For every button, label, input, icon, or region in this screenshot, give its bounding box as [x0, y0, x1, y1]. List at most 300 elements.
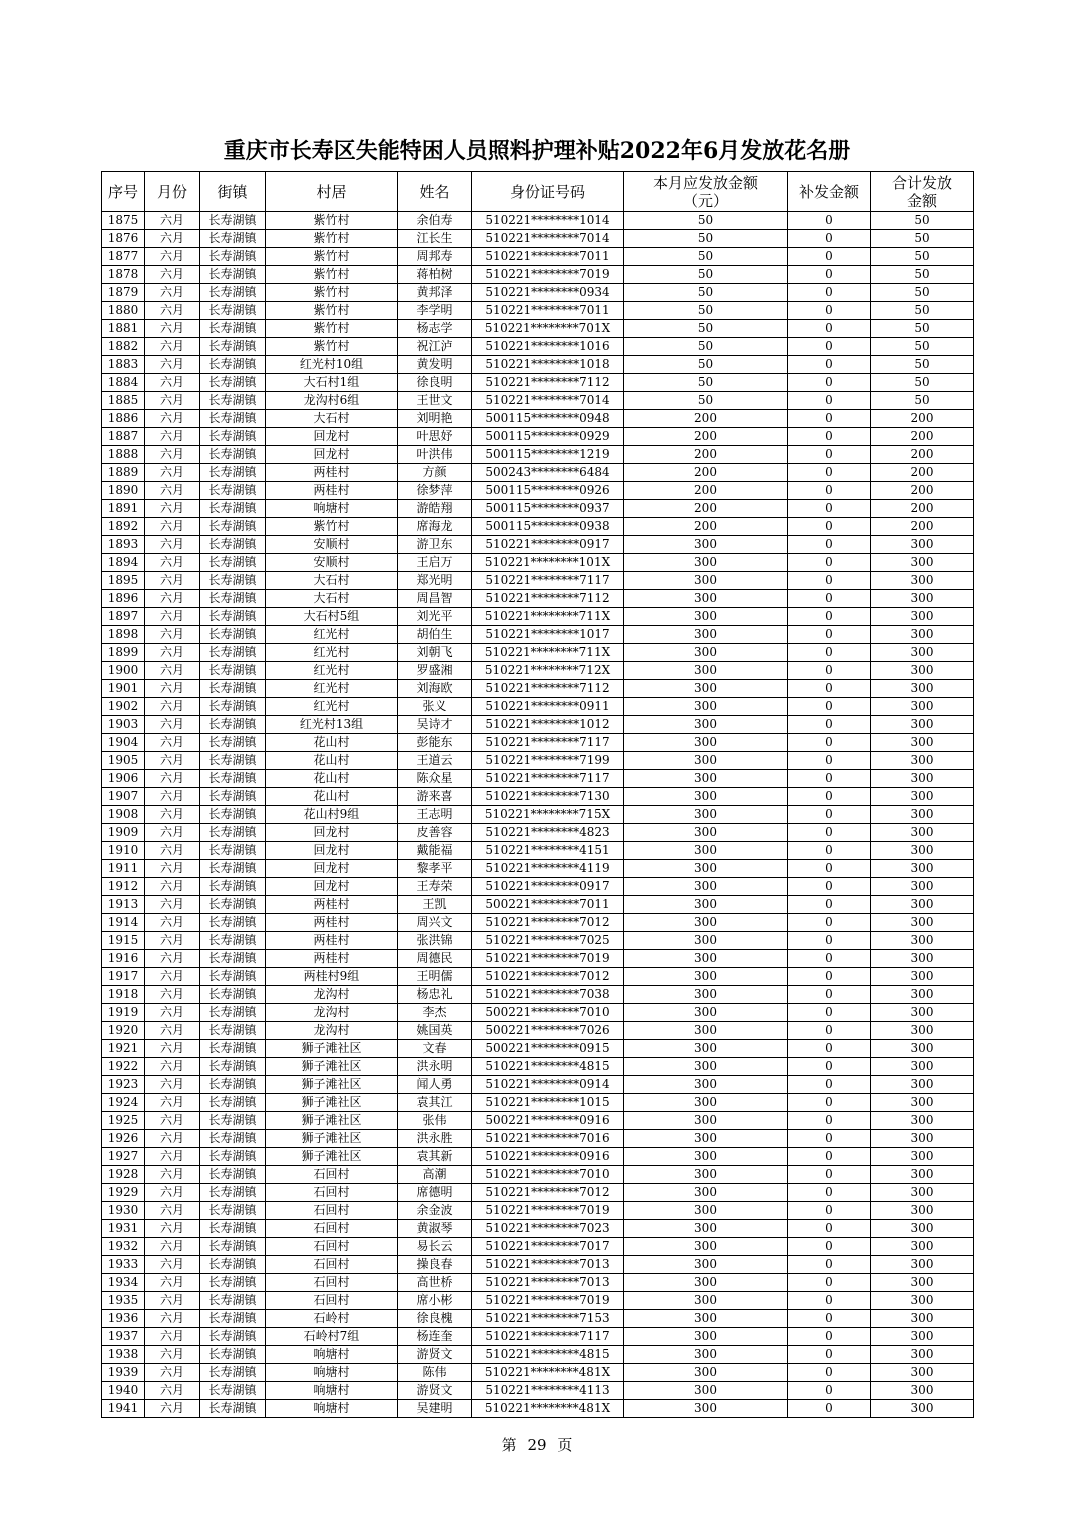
cell-due: 300 [624, 608, 788, 626]
cell-total: 300 [871, 716, 974, 734]
cell-extra: 0 [788, 266, 871, 284]
cell-extra: 0 [788, 752, 871, 770]
cell-extra: 0 [788, 1274, 871, 1292]
table-row [102, 356, 974, 374]
cell-town: 长寿湖镇 [200, 464, 266, 482]
cell-id: 510221********7013 [472, 1274, 624, 1292]
cell-name: 胡伯生 [398, 626, 472, 644]
cell-id: 510221********0917 [472, 536, 624, 554]
cell-name: 陈伟 [398, 1364, 472, 1382]
cell-month: 六月 [145, 284, 200, 302]
cell-town: 长寿湖镇 [200, 230, 266, 248]
cell-seq: 1913 [102, 896, 145, 914]
cell-id: 510221********7014 [472, 392, 624, 410]
cell-village: 花山村 [266, 788, 398, 806]
cell-name: 周兴文 [398, 914, 472, 932]
cell-id: 510221********7025 [472, 932, 624, 950]
cell-month: 六月 [145, 626, 200, 644]
cell-name: 刘朝飞 [398, 644, 472, 662]
cell-id: 510221********7012 [472, 1184, 624, 1202]
cell-due: 50 [624, 248, 788, 266]
cell-due: 50 [624, 212, 788, 230]
cell-name: 李学明 [398, 302, 472, 320]
cell-id: 510221********7117 [472, 770, 624, 788]
cell-name: 席小彬 [398, 1292, 472, 1310]
cell-id: 510221********7017 [472, 1238, 624, 1256]
cell-extra: 0 [788, 1364, 871, 1382]
cell-town: 长寿湖镇 [200, 1022, 266, 1040]
cell-total: 300 [871, 1202, 974, 1220]
cell-due: 50 [624, 338, 788, 356]
cell-town: 长寿湖镇 [200, 1220, 266, 1238]
cell-seq: 1932 [102, 1238, 145, 1256]
cell-extra: 0 [788, 626, 871, 644]
cell-month: 六月 [145, 770, 200, 788]
cell-town: 长寿湖镇 [200, 878, 266, 896]
cell-due: 300 [624, 1328, 788, 1346]
cell-id: 510221********7112 [472, 680, 624, 698]
cell-name: 黎孝平 [398, 860, 472, 878]
cell-total: 50 [871, 230, 974, 248]
cell-seq: 1886 [102, 410, 145, 428]
cell-total: 300 [871, 1220, 974, 1238]
cell-name: 周德民 [398, 950, 472, 968]
cell-name: 余伯寿 [398, 212, 472, 230]
cell-id: 500115********0938 [472, 518, 624, 536]
cell-village: 紫竹村 [266, 338, 398, 356]
cell-due: 300 [624, 1292, 788, 1310]
cell-seq: 1924 [102, 1094, 145, 1112]
cell-village: 龙沟村 [266, 1004, 398, 1022]
cell-village: 响塘村 [266, 1346, 398, 1364]
cell-total: 300 [871, 1112, 974, 1130]
cell-id: 510221********4815 [472, 1058, 624, 1076]
table-row [102, 1238, 974, 1256]
table-row [102, 878, 974, 896]
cell-village: 大石村 [266, 410, 398, 428]
table-row [102, 752, 974, 770]
table-row [102, 950, 974, 968]
cell-month: 六月 [145, 590, 200, 608]
page-footer [0, 1434, 1074, 1455]
cell-id: 510221********7014 [472, 230, 624, 248]
cell-total: 50 [871, 320, 974, 338]
cell-month: 六月 [145, 1220, 200, 1238]
cell-month: 六月 [145, 1022, 200, 1040]
cell-name: 袁其江 [398, 1094, 472, 1112]
cell-due: 50 [624, 392, 788, 410]
cell-village: 红光村 [266, 698, 398, 716]
cell-extra: 0 [788, 1022, 871, 1040]
cell-total: 50 [871, 248, 974, 266]
cell-seq: 1928 [102, 1166, 145, 1184]
cell-seq: 1926 [102, 1130, 145, 1148]
table-row [102, 1022, 974, 1040]
cell-name: 祝江泸 [398, 338, 472, 356]
cell-name: 徐良槐 [398, 1310, 472, 1328]
cell-name: 戴能福 [398, 842, 472, 860]
cell-extra: 0 [788, 1400, 871, 1418]
cell-month: 六月 [145, 230, 200, 248]
cell-seq: 1925 [102, 1112, 145, 1130]
cell-id: 510221********7117 [472, 734, 624, 752]
cell-town: 长寿湖镇 [200, 1040, 266, 1058]
header-id: 身份证号码 [472, 172, 624, 212]
cell-name: 叶洪伟 [398, 446, 472, 464]
cell-month: 六月 [145, 464, 200, 482]
table-row [102, 1184, 974, 1202]
cell-due: 300 [624, 1400, 788, 1418]
cell-extra: 0 [788, 716, 871, 734]
cell-id: 510221********1012 [472, 716, 624, 734]
cell-month: 六月 [145, 500, 200, 518]
cell-due: 300 [624, 698, 788, 716]
cell-month: 六月 [145, 338, 200, 356]
table-row [102, 482, 974, 500]
header-total: 合计发放金额 [871, 172, 974, 212]
cell-month: 六月 [145, 1166, 200, 1184]
cell-id: 500243********6484 [472, 464, 624, 482]
cell-seq: 1934 [102, 1274, 145, 1292]
cell-name: 周邦寿 [398, 248, 472, 266]
cell-town: 长寿湖镇 [200, 446, 266, 464]
cell-total: 300 [871, 590, 974, 608]
cell-id: 510221********7199 [472, 752, 624, 770]
cell-total: 300 [871, 698, 974, 716]
cell-month: 六月 [145, 1256, 200, 1274]
table-row [102, 1400, 974, 1418]
cell-name: 高世桥 [398, 1274, 472, 1292]
cell-id: 510221********7117 [472, 1328, 624, 1346]
table-row [102, 1328, 974, 1346]
cell-total: 300 [871, 770, 974, 788]
cell-town: 长寿湖镇 [200, 824, 266, 842]
cell-due: 300 [624, 1310, 788, 1328]
cell-name: 王寿荣 [398, 878, 472, 896]
cell-seq: 1923 [102, 1076, 145, 1094]
cell-town: 长寿湖镇 [200, 212, 266, 230]
cell-due: 300 [624, 716, 788, 734]
cell-total: 200 [871, 464, 974, 482]
cell-due: 300 [624, 554, 788, 572]
cell-due: 200 [624, 446, 788, 464]
cell-village: 紫竹村 [266, 212, 398, 230]
cell-due: 200 [624, 464, 788, 482]
cell-extra: 0 [788, 1346, 871, 1364]
table-row [102, 824, 974, 842]
cell-seq: 1892 [102, 518, 145, 536]
table-row [102, 770, 974, 788]
cell-name: 王启万 [398, 554, 472, 572]
cell-town: 长寿湖镇 [200, 1382, 266, 1400]
cell-village: 两桂村 [266, 914, 398, 932]
cell-total: 50 [871, 356, 974, 374]
cell-total: 50 [871, 266, 974, 284]
cell-village: 响塘村 [266, 500, 398, 518]
cell-id: 500221********0915 [472, 1040, 624, 1058]
cell-name: 吴诗才 [398, 716, 472, 734]
cell-month: 六月 [145, 302, 200, 320]
cell-month: 六月 [145, 320, 200, 338]
cell-seq: 1920 [102, 1022, 145, 1040]
cell-seq: 1879 [102, 284, 145, 302]
cell-id: 510221********711X [472, 608, 624, 626]
cell-town: 长寿湖镇 [200, 752, 266, 770]
cell-town: 长寿湖镇 [200, 338, 266, 356]
cell-name: 刘明艳 [398, 410, 472, 428]
cell-village: 花山村 [266, 770, 398, 788]
cell-id: 510221********715X [472, 806, 624, 824]
cell-seq: 1881 [102, 320, 145, 338]
cell-name: 闻人勇 [398, 1076, 472, 1094]
cell-town: 长寿湖镇 [200, 1130, 266, 1148]
cell-id: 510221********1015 [472, 1094, 624, 1112]
cell-total: 300 [871, 1166, 974, 1184]
cell-extra: 0 [788, 1094, 871, 1112]
cell-month: 六月 [145, 734, 200, 752]
cell-village: 回龙村 [266, 842, 398, 860]
cell-village: 石回村 [266, 1274, 398, 1292]
cell-seq: 1893 [102, 536, 145, 554]
cell-month: 六月 [145, 896, 200, 914]
cell-extra: 0 [788, 590, 871, 608]
cell-id: 510221********1017 [472, 626, 624, 644]
table-row [102, 734, 974, 752]
cell-village: 两桂村 [266, 482, 398, 500]
cell-month: 六月 [145, 482, 200, 500]
cell-town: 长寿湖镇 [200, 1400, 266, 1418]
cell-town: 长寿湖镇 [200, 680, 266, 698]
cell-seq: 1875 [102, 212, 145, 230]
cell-month: 六月 [145, 1238, 200, 1256]
cell-total: 300 [871, 1004, 974, 1022]
cell-village: 紫竹村 [266, 266, 398, 284]
cell-id: 510221********7012 [472, 914, 624, 932]
cell-village: 大石村1组 [266, 374, 398, 392]
cell-name: 易长云 [398, 1238, 472, 1256]
cell-extra: 0 [788, 932, 871, 950]
cell-town: 长寿湖镇 [200, 590, 266, 608]
cell-month: 六月 [145, 680, 200, 698]
cell-town: 长寿湖镇 [200, 1328, 266, 1346]
cell-month: 六月 [145, 1076, 200, 1094]
table-row [102, 986, 974, 1004]
cell-town: 长寿湖镇 [200, 608, 266, 626]
cell-town: 长寿湖镇 [200, 302, 266, 320]
cell-total: 50 [871, 284, 974, 302]
cell-village: 紫竹村 [266, 320, 398, 338]
cell-month: 六月 [145, 1148, 200, 1166]
table-row [102, 536, 974, 554]
table-row [102, 500, 974, 518]
header-due: 本月应发放金额（元） [624, 172, 788, 212]
cell-extra: 0 [788, 662, 871, 680]
cell-total: 300 [871, 1274, 974, 1292]
cell-name: 杨连奎 [398, 1328, 472, 1346]
cell-id: 510221********1016 [472, 338, 624, 356]
cell-seq: 1887 [102, 428, 145, 446]
table-row [102, 320, 974, 338]
cell-id: 510221********0911 [472, 698, 624, 716]
cell-town: 长寿湖镇 [200, 536, 266, 554]
cell-extra: 0 [788, 878, 871, 896]
cell-month: 六月 [145, 518, 200, 536]
cell-extra: 0 [788, 428, 871, 446]
cell-village: 石回村 [266, 1292, 398, 1310]
cell-name: 洪永明 [398, 1058, 472, 1076]
cell-extra: 0 [788, 734, 871, 752]
cell-id: 510221********4823 [472, 824, 624, 842]
cell-town: 长寿湖镇 [200, 518, 266, 536]
table-row [102, 212, 974, 230]
cell-month: 六月 [145, 698, 200, 716]
cell-town: 长寿湖镇 [200, 968, 266, 986]
cell-seq: 1906 [102, 770, 145, 788]
table-row [102, 860, 974, 878]
cell-town: 长寿湖镇 [200, 284, 266, 302]
cell-due: 300 [624, 824, 788, 842]
cell-village: 花山村9组 [266, 806, 398, 824]
cell-village: 龙沟村6组 [266, 392, 398, 410]
cell-due: 300 [624, 734, 788, 752]
cell-town: 长寿湖镇 [200, 356, 266, 374]
cell-seq: 1902 [102, 698, 145, 716]
cell-seq: 1927 [102, 1148, 145, 1166]
cell-extra: 0 [788, 572, 871, 590]
cell-month: 六月 [145, 1202, 200, 1220]
cell-town: 长寿湖镇 [200, 248, 266, 266]
header-extra: 补发金额 [788, 172, 871, 212]
cell-due: 300 [624, 1058, 788, 1076]
cell-due: 300 [624, 752, 788, 770]
cell-name: 黄发明 [398, 356, 472, 374]
cell-village: 石岭村 [266, 1310, 398, 1328]
cell-town: 长寿湖镇 [200, 572, 266, 590]
cell-seq: 1922 [102, 1058, 145, 1076]
cell-seq: 1911 [102, 860, 145, 878]
cell-due: 300 [624, 1256, 788, 1274]
cell-month: 六月 [145, 806, 200, 824]
cell-id: 510221********7019 [472, 1292, 624, 1310]
cell-due: 300 [624, 1220, 788, 1238]
roster-table [101, 171, 974, 1418]
page-number: 29 [527, 1436, 547, 1454]
cell-seq: 1935 [102, 1292, 145, 1310]
table-row [102, 608, 974, 626]
cell-month: 六月 [145, 1346, 200, 1364]
cell-town: 长寿湖镇 [200, 932, 266, 950]
table-row [102, 1094, 974, 1112]
cell-due: 50 [624, 230, 788, 248]
cell-seq: 1904 [102, 734, 145, 752]
cell-total: 300 [871, 968, 974, 986]
cell-town: 长寿湖镇 [200, 266, 266, 284]
cell-total: 200 [871, 446, 974, 464]
cell-total: 50 [871, 302, 974, 320]
cell-id: 510221********7130 [472, 788, 624, 806]
cell-extra: 0 [788, 644, 871, 662]
cell-due: 300 [624, 644, 788, 662]
cell-due: 300 [624, 770, 788, 788]
cell-village: 石回村 [266, 1256, 398, 1274]
cell-village: 两桂村 [266, 896, 398, 914]
table-row [102, 1256, 974, 1274]
cell-due: 300 [624, 1184, 788, 1202]
table-row [102, 788, 974, 806]
cell-name: 江长生 [398, 230, 472, 248]
cell-due: 200 [624, 482, 788, 500]
cell-extra: 0 [788, 248, 871, 266]
cell-due: 300 [624, 1382, 788, 1400]
cell-seq: 1905 [102, 752, 145, 770]
cell-due: 300 [624, 1238, 788, 1256]
cell-total: 200 [871, 482, 974, 500]
cell-due: 300 [624, 1148, 788, 1166]
cell-town: 长寿湖镇 [200, 1274, 266, 1292]
cell-total: 300 [871, 608, 974, 626]
cell-town: 长寿湖镇 [200, 1112, 266, 1130]
header-town: 街镇 [200, 172, 266, 212]
cell-month: 六月 [145, 968, 200, 986]
cell-name: 刘海欧 [398, 680, 472, 698]
cell-town: 长寿湖镇 [200, 842, 266, 860]
table-row [102, 806, 974, 824]
cell-extra: 0 [788, 608, 871, 626]
cell-village: 红光村 [266, 680, 398, 698]
cell-extra: 0 [788, 482, 871, 500]
cell-total: 300 [871, 1292, 974, 1310]
cell-total: 50 [871, 374, 974, 392]
cell-town: 长寿湖镇 [200, 626, 266, 644]
cell-month: 六月 [145, 860, 200, 878]
table-row [102, 1004, 974, 1022]
cell-seq: 1891 [102, 500, 145, 518]
cell-total: 300 [871, 554, 974, 572]
cell-village: 石回村 [266, 1166, 398, 1184]
cell-total: 300 [871, 1346, 974, 1364]
cell-village: 狮子滩社区 [266, 1076, 398, 1094]
cell-village: 石回村 [266, 1238, 398, 1256]
cell-due: 300 [624, 878, 788, 896]
cell-name: 余金波 [398, 1202, 472, 1220]
table-row [102, 1148, 974, 1166]
cell-extra: 0 [788, 1166, 871, 1184]
cell-due: 300 [624, 1346, 788, 1364]
cell-month: 六月 [145, 986, 200, 1004]
cell-town: 长寿湖镇 [200, 716, 266, 734]
cell-seq: 1900 [102, 662, 145, 680]
cell-village: 石岭村7组 [266, 1328, 398, 1346]
cell-village: 狮子滩社区 [266, 1040, 398, 1058]
cell-total: 300 [871, 896, 974, 914]
cell-town: 长寿湖镇 [200, 482, 266, 500]
cell-extra: 0 [788, 1058, 871, 1076]
cell-total: 300 [871, 1364, 974, 1382]
cell-extra: 0 [788, 1004, 871, 1022]
cell-total: 300 [871, 1310, 974, 1328]
table-row [102, 1364, 974, 1382]
cell-due: 300 [624, 968, 788, 986]
cell-month: 六月 [145, 1112, 200, 1130]
cell-month: 六月 [145, 914, 200, 932]
cell-month: 六月 [145, 428, 200, 446]
cell-month: 六月 [145, 212, 200, 230]
cell-total: 50 [871, 392, 974, 410]
cell-seq: 1889 [102, 464, 145, 482]
cell-total: 300 [871, 950, 974, 968]
cell-due: 300 [624, 1130, 788, 1148]
cell-seq: 1890 [102, 482, 145, 500]
